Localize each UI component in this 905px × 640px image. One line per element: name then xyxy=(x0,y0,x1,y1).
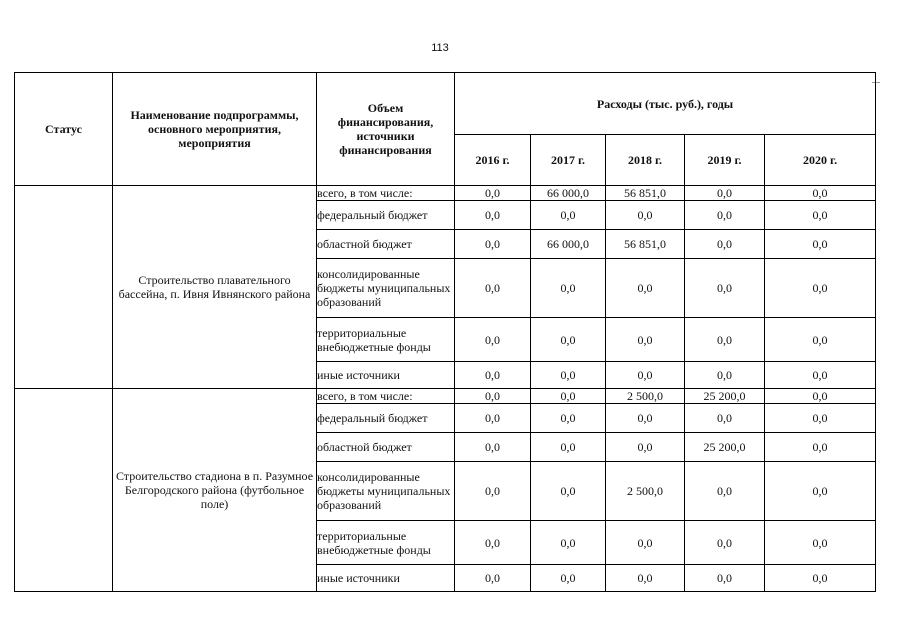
value-cell: 0,0 xyxy=(455,318,531,362)
funding-source: областной бюджет xyxy=(317,230,455,259)
value-cell: 0,0 xyxy=(685,404,765,433)
value-cell: 0,0 xyxy=(606,404,685,433)
value-cell: 0,0 xyxy=(455,362,531,389)
value-cell: 0,0 xyxy=(531,565,606,592)
value-cell: 0,0 xyxy=(531,462,606,521)
funding-source: иные источники xyxy=(317,362,455,389)
funding-source: всего, в том числе: xyxy=(317,186,455,201)
value-cell: 0,0 xyxy=(531,259,606,318)
value-cell: 0,0 xyxy=(606,565,685,592)
budget-table xyxy=(14,72,876,592)
value-cell: 0,0 xyxy=(685,521,765,565)
value-cell: 66 000,0 xyxy=(531,230,606,259)
value-cell: 0,0 xyxy=(606,362,685,389)
table-row xyxy=(15,389,876,404)
value-cell: 0,0 xyxy=(606,259,685,318)
value-cell: 0,0 xyxy=(455,404,531,433)
value-cell: 0,0 xyxy=(531,389,606,404)
table-row xyxy=(15,186,876,201)
header-volume: Объем финансирования, источники финансирования xyxy=(317,73,455,186)
status-cell xyxy=(15,186,113,389)
funding-source: областной бюджет xyxy=(317,433,455,462)
funding-source: иные источники xyxy=(317,565,455,592)
value-cell: 56 851,0 xyxy=(606,186,685,201)
value-cell: 0,0 xyxy=(765,521,876,565)
value-cell: 0,0 xyxy=(455,462,531,521)
value-cell: 0,0 xyxy=(531,433,606,462)
value-cell: 0,0 xyxy=(455,521,531,565)
value-cell: 0,0 xyxy=(765,404,876,433)
value-cell: 0,0 xyxy=(765,433,876,462)
measure-name: Строительство стадиона в п. Разумное Белгородского района (футбольное поле) xyxy=(113,389,317,592)
value-cell: 0,0 xyxy=(685,230,765,259)
funding-source: федеральный бюджет xyxy=(317,201,455,230)
value-cell: 0,0 xyxy=(606,433,685,462)
value-cell: 0,0 xyxy=(531,404,606,433)
page-number: 113 xyxy=(431,42,449,54)
value-cell: 0,0 xyxy=(685,186,765,201)
header-year-2018: 2018 г. xyxy=(606,135,685,186)
value-cell: 0,0 xyxy=(685,565,765,592)
value-cell: 0,0 xyxy=(765,186,876,201)
value-cell: 0,0 xyxy=(531,201,606,230)
value-cell: 25 200,0 xyxy=(685,389,765,404)
value-cell: 0,0 xyxy=(685,362,765,389)
value-cell: 0,0 xyxy=(531,362,606,389)
value-cell: 2 500,0 xyxy=(606,389,685,404)
value-cell: 0,0 xyxy=(455,389,531,404)
value-cell: 0,0 xyxy=(455,201,531,230)
value-cell: 0,0 xyxy=(765,462,876,521)
value-cell: 0,0 xyxy=(765,201,876,230)
value-cell: 0,0 xyxy=(765,318,876,362)
value-cell: 0,0 xyxy=(606,521,685,565)
value-cell: 0,0 xyxy=(685,259,765,318)
funding-source: федеральный бюджет xyxy=(317,404,455,433)
value-cell: 2 500,0 xyxy=(606,462,685,521)
header-expenses: Расходы (тыс. руб.), годы xyxy=(455,73,876,135)
funding-source: территориальные внебюджетные фонды xyxy=(317,521,455,565)
header-year-2020: 2020 г. xyxy=(765,135,876,186)
value-cell: 0,0 xyxy=(606,318,685,362)
value-cell: 0,0 xyxy=(685,462,765,521)
funding-source: всего, в том числе: xyxy=(317,389,455,404)
funding-source: территориальные внебюджетные фонды xyxy=(317,318,455,362)
value-cell: 56 851,0 xyxy=(606,230,685,259)
value-cell: 0,0 xyxy=(455,433,531,462)
value-cell: 0,0 xyxy=(765,230,876,259)
value-cell: 0,0 xyxy=(531,318,606,362)
value-cell: 0,0 xyxy=(455,565,531,592)
value-cell: 0,0 xyxy=(765,362,876,389)
funding-source: консолидированные бюджеты муниципальных образований xyxy=(317,259,455,318)
header-name: Наименование подпрограммы, основного мероприятия, мероприятия xyxy=(113,73,317,186)
value-cell: 0,0 xyxy=(765,389,876,404)
value-cell: 0,0 xyxy=(531,521,606,565)
status-cell xyxy=(15,389,113,592)
value-cell: 0,0 xyxy=(455,186,531,201)
header-year-2017: 2017 г. xyxy=(531,135,606,186)
funding-source: консолидированные бюджеты муниципальных образований xyxy=(317,462,455,521)
header-year-2019: 2019 г. xyxy=(685,135,765,186)
table-body xyxy=(15,186,876,592)
value-cell: 0,0 xyxy=(765,259,876,318)
value-cell: 0,0 xyxy=(455,259,531,318)
value-cell: 66 000,0 xyxy=(531,186,606,201)
measure-name: Строительство плавательного бассейна, п. Ивня Ивнянского района xyxy=(113,186,317,389)
value-cell: 0,0 xyxy=(455,230,531,259)
value-cell: 0,0 xyxy=(606,201,685,230)
header-status: Статус xyxy=(15,73,113,186)
value-cell: 25 200,0 xyxy=(685,433,765,462)
header-year-2016: 2016 г. xyxy=(455,135,531,186)
value-cell: 0,0 xyxy=(685,201,765,230)
value-cell: 0,0 xyxy=(685,318,765,362)
value-cell: 0,0 xyxy=(765,565,876,592)
